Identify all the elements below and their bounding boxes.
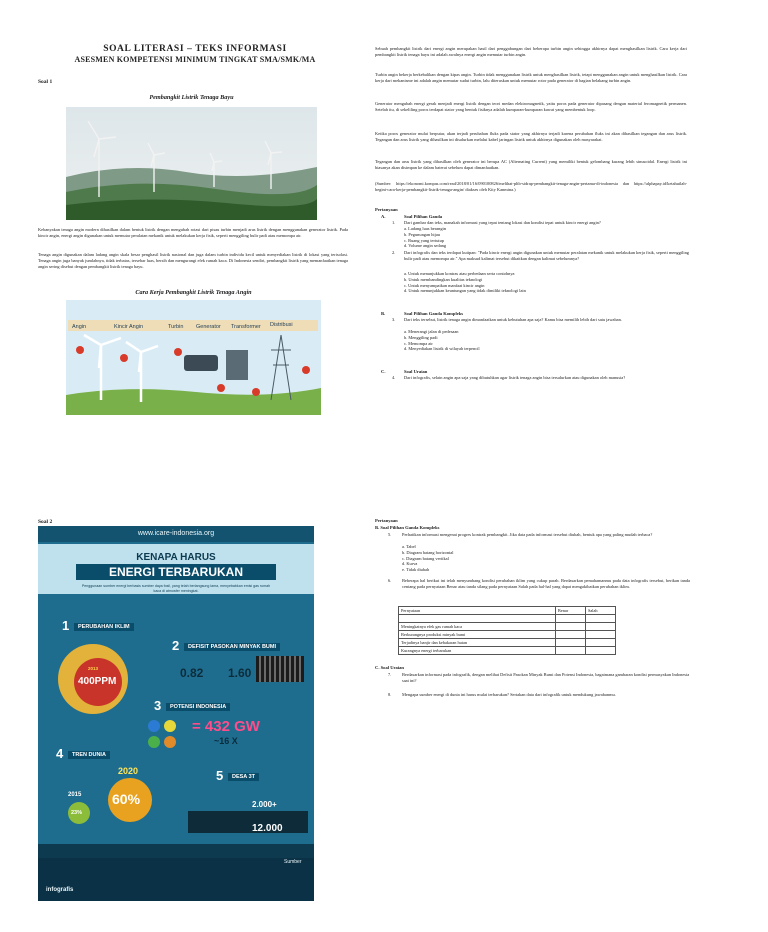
q2-option-a[interactable]: a. Untuk menunjukkan kontras atau perbedaan serta contohnya bbox=[404, 271, 515, 276]
row-1-false-cell[interactable] bbox=[585, 623, 615, 631]
row-2-false-cell[interactable] bbox=[585, 631, 615, 639]
year-2015: 2015 bbox=[68, 792, 82, 798]
q3-option-c[interactable]: c. Memompa air bbox=[404, 340, 433, 346]
section-a-letter: A. bbox=[381, 214, 386, 219]
sumber-label: Sumber bbox=[284, 859, 302, 865]
soal1-paragraph-2: Tenaga angin digunakan dalam ladang angin skala besar penghasil listrik nasional dan juga dalam turbin individu kecil untuk menyediakan listrik di lokasi yang terisolasi. Tenaga angin juga banyak jumlahnya, tidak terbatas, tersebar luas, bersih dan mengurangi efek rumah kaca. Di Indonesia sendiri, pembangkit listrik yang memanfaatkan tenaga angin sering disebut dengan pembangkit listrik tenaga bayu. bbox=[38, 252, 348, 269]
q4-text: Dari infografis, selain angin apa saja yang dibutuhkan agar listrik tenaga angin bisa tersalurkan atau digunakan oleh manusia? bbox=[404, 375, 626, 380]
row-4-true-cell[interactable] bbox=[555, 647, 585, 655]
document-subtitle: ASESMEN KOMPETENSI MINIMUM TINGKAT SMA/SMK/MA bbox=[74, 55, 316, 64]
section-b-title: Soal Pilihan Ganda Kompleks bbox=[404, 311, 464, 316]
q3-option-b[interactable]: b. Menggiling padi bbox=[404, 334, 438, 340]
pertanyaan-heading: Pertanyaan bbox=[375, 207, 398, 212]
q7-text: Berdasarkan informasi pada infografik, dengan melihat Defisit Pasokan Minyak Bumi dan Potensi Indonesia, bagaimana gambaran kondisi permasyakan Indonesia saat ini? bbox=[402, 672, 690, 683]
count-12000: 12.000 bbox=[252, 823, 283, 834]
infographic-footer-label: infografis bbox=[46, 887, 74, 893]
year-2013: 2013 bbox=[88, 666, 99, 671]
q3-number: 3. bbox=[392, 317, 396, 322]
q6-text: Beberapa hal berikut ini telah menyumbang kondisi perubahan iklim yang cukup parah. Berdasarkan pemahamanmu pada data infografis tersebut, berikan tanda centang pada pernyataan Benar atau tanda silang pada pernyataan Salah pada hal-hal yang dapat mengakibatkan perubahan iklim. bbox=[402, 578, 690, 589]
q1-options bbox=[404, 226, 446, 249]
q3-text: Dari teks tersebut, listrik tenaga angin dimanfaatkan untuk kebutuhan apa saja? Kamu bisa memilih lebih dari satu jawaban. bbox=[404, 317, 622, 322]
q6-number: 6. bbox=[388, 578, 392, 583]
source-citation: (Sumber: https://ekonomi.kompas.com/read/2018/01/16/090100826/melihat-pltb-sidrap-pembangkit-tenaga-angin-pertama-di-indonesia dan https://alphapay.id/ketahuilah-begini-cara-kerja-pembangkit-listrik-tenaga-angin/ diakses oleh Kity Kanmina.) bbox=[375, 181, 687, 192]
diagram-label-angin: Angin bbox=[72, 324, 87, 330]
ppm-value: 400PPM bbox=[78, 676, 117, 687]
section-c-letter: C. bbox=[381, 369, 386, 374]
section-2-number: 2 bbox=[172, 638, 180, 653]
q2-option-b[interactable]: b. Untuk membandingkan kualitas teknologi bbox=[404, 276, 483, 282]
row-3-true-cell[interactable] bbox=[555, 639, 585, 647]
multiplier: ~16 X bbox=[214, 736, 238, 746]
diagram-label-distribusi: Distribusi bbox=[270, 322, 293, 328]
row-1-true-cell[interactable] bbox=[555, 623, 585, 631]
section-c-heading-2: C. Soal Uraian bbox=[375, 665, 404, 670]
q1-text: Dari gambar dan teks, manakah informasi yang tepat tentang lokasi dan kondisi tepat untuk kincir energi angin? bbox=[404, 220, 601, 225]
section-5-title: DESA 3T bbox=[228, 773, 259, 781]
q5-option-e[interactable]: e. Tidak diubah bbox=[402, 567, 430, 573]
q5-option-d[interactable]: d. Kurva bbox=[402, 561, 418, 567]
row-2-true-cell[interactable] bbox=[555, 631, 585, 639]
q3-option-a[interactable]: a. Menerangi jalan di pedesaan bbox=[404, 329, 459, 334]
section-a-title: Soal Pilihan Ganda bbox=[404, 214, 443, 219]
table-row-3: Terjadinya banjir dan kebakaran hutan bbox=[399, 639, 556, 647]
q8-number: 8. bbox=[388, 692, 392, 697]
photo-caption: Pembangkit Listrik Tenaga Bayu bbox=[149, 94, 234, 101]
right-paragraph-2: Turbin angin bekerja berkebalikan dengan kipas angin. Turbin tidak menggunakan listrik untuk menghasilkan listrik, tetapi menggunakan angin untuk menghasilkan listrik. Cara kerja dari mekanisme ini adalah angin memutar sudut turbin, lalu diteruskan untuk memutar rotor pada generator di bagian belakang turbin angin. bbox=[375, 72, 687, 83]
energy-infographic bbox=[38, 526, 314, 901]
potential-gw: = 432 GW bbox=[192, 718, 260, 735]
q5-option-a[interactable]: a. Tabel bbox=[402, 544, 416, 549]
q5-text: Perhatikan informasi mengenai progres kontrak pembangkit. Jika data pada informasi tersebut diubah, bentuk apa yang paling mudah terbaca? bbox=[402, 532, 653, 537]
soal1-paragraph-1: Kebanyakan tenaga angin modern dihasilkan dalam bentuk listrik dengan mengubah rotasi dari pisau turbin menjadi arus listrik dengan menggunakan generator listrik. Pada kincir angin, energi angin digunakan untuk memutar peralatan mekanik untuk melakukan kerja fisik, seperti menggiling bulir padi atau memompa air. bbox=[38, 227, 348, 238]
q2-options bbox=[404, 271, 526, 294]
table-header-false: Salah bbox=[585, 607, 615, 615]
q5-option-c[interactable]: c. Diagram batang vertikal bbox=[402, 555, 449, 561]
section-1-title: PERUBAHAN IKLIM bbox=[74, 623, 134, 631]
q1-number: 1. bbox=[392, 220, 396, 225]
table-row-1: Meningkatnya efek gas rumah kaca bbox=[399, 623, 556, 631]
section-3-title: POTENSI INDONESIA bbox=[166, 703, 230, 711]
section-4-number: 4 bbox=[56, 746, 64, 761]
q2-number: 2. bbox=[392, 250, 396, 255]
pertanyaan-heading-2: Pertanyaan bbox=[375, 518, 398, 523]
infographic-url: www.icare-indonesia.org bbox=[137, 530, 215, 537]
q3-option-d[interactable]: d. Menyediakan listrik di wilayah terpencil bbox=[404, 346, 480, 352]
section-b-heading-2: B. Soal Pilihan Ganda Kompleks bbox=[375, 525, 440, 530]
q5-number: 5. bbox=[388, 532, 392, 537]
diagram-label-transformer: Transformer bbox=[231, 324, 261, 330]
q2-option-c[interactable]: c. Untuk menyampaikan manfaat kincir angin bbox=[404, 282, 485, 288]
table-header-statement: Pernyataan bbox=[399, 607, 556, 615]
document-title: SOAL LITERASI – TEKS INFORMASI bbox=[103, 44, 287, 54]
row-3-false-cell[interactable] bbox=[585, 639, 615, 647]
table-row-4: Kurangnya energi terbarukan bbox=[399, 647, 556, 655]
wind-power-diagram bbox=[66, 300, 321, 415]
q4-number: 4. bbox=[392, 375, 396, 380]
section-4-title: TREN DUNIA bbox=[68, 751, 110, 759]
percent-23: 23% bbox=[71, 810, 83, 816]
infographic-banner: ENERGI TERBARUKAN bbox=[76, 564, 276, 580]
infographic-intro: Penggunaan sumber energi berbasis sumber daya fosil, yang telah berlangsung lama, menyebabkan emisi gas rumah kaca di atmosfer meningkat. bbox=[81, 584, 271, 593]
row-4-false-cell[interactable] bbox=[585, 647, 615, 655]
diagram-label-kincir: Kincir Angin bbox=[114, 324, 144, 330]
table-row-2: Berkurangnya produksi minyak bumi bbox=[399, 631, 556, 639]
table-header-true: Benar bbox=[555, 607, 585, 615]
right-paragraph-3: Generator mengubah energi gerak menjadi energi listrik dengan teori medan elektromagnetik, yaitu poros pada generator dipasang dengan material feromagnetik permanen. Setelah itu, di sekeliling poros terdapat stator yang bentuk fisiknya adalah kumparan-kumparan kawat yang membentuk loop. bbox=[375, 101, 687, 112]
q5-options bbox=[402, 544, 453, 573]
q2-text: Dari infografis dan teks terdapat kutipan: "Pada kincir energi angin digunakan untuk memutar peralatan mekanik untuk melakukan kerja fisik, seperti menggiling bulir padi atau memompa air." Apa maksud kalimat tersebut dikaitkan dengan kalimat sebelumnya? bbox=[404, 250, 689, 261]
soal2-label: Soal 2 bbox=[38, 519, 53, 525]
q1-option-c[interactable]: c. Ruang yang tertutup bbox=[404, 237, 444, 243]
statement-table bbox=[398, 606, 616, 655]
right-paragraph-5: Tegangan dan arus listrik yang dihasilkan oleh generator ini berupa AC (Alternating Current) yang memiliki bentuk gelombang kurang lebih sinusoidal. Energi listrik ini biasanya akan disimpan ke dalam baterai sebelum dapat dimanfaatkan. bbox=[375, 159, 687, 170]
q2-option-d[interactable]: d. Untuk menunjukkan keuntungan yang tidak dimiliki teknologi lain bbox=[404, 288, 526, 294]
year-2020: 2020 bbox=[118, 766, 139, 776]
section-2-title: DEFISIT PASOKAN MINYAK BUMI bbox=[184, 643, 280, 651]
q1-option-b[interactable]: b. Pegunungan hijau bbox=[404, 231, 440, 237]
section-b-letter: B. bbox=[381, 311, 386, 316]
value-160: 1.60 bbox=[228, 666, 252, 680]
section-3-number: 3 bbox=[154, 698, 162, 713]
right-paragraph-1: Sebuah pembangkit listrik dari energi angin merupakan hasil dari penggabungan dari beberapa turbin angin sehingga akhirnya dapat menghasilkan listrik. Cara kerja dari pembangkit listrik tenaga bayu ini adalah awalnya energi angin memutar turbin angin. bbox=[375, 46, 687, 57]
right-paragraph-4: Ketika poros generator mulai berputar, akan terjadi perubahan fluks pada stator yang akhirnya terjadi karena perubahan fluks ini akan dihasilkan tegangan dan arus listrik. Tegangan dan arus listrik yang dihasilkan ini disalurkan melalui kabel jaringan listrik untuk akhirnya digunakan oleh masyarakat. bbox=[375, 131, 687, 142]
percent-60: 60% bbox=[112, 791, 141, 807]
soal1-label: Soal 1 bbox=[38, 79, 53, 85]
q3-options bbox=[404, 329, 480, 352]
section-1-number: 1 bbox=[62, 618, 70, 633]
section-5-number: 5 bbox=[216, 768, 224, 783]
diagram-label-turbin: Turbin bbox=[168, 324, 184, 330]
q1-option-d[interactable]: d. Volume angin sedang bbox=[404, 243, 447, 249]
diagram-caption: Cara Kerja Pembangkit Listrik Tenaga Angin bbox=[135, 289, 252, 296]
diagram-label-generator: Generator bbox=[196, 324, 221, 330]
q7-number: 7. bbox=[388, 672, 392, 677]
value-082: 0.82 bbox=[180, 666, 204, 680]
q8-text: Mengapa sumber energi di dunia ini harus mulai terbarukan? Sertakan data dari infografik untuk mendukung jawabanmu. bbox=[402, 692, 616, 697]
wind-turbine-photo bbox=[66, 107, 317, 220]
q1-option-a[interactable]: a. Ladang luas berangin bbox=[404, 226, 446, 231]
section-c-title: Soal Uraian bbox=[404, 369, 428, 374]
count-2000: 2.000+ bbox=[252, 800, 277, 809]
infographic-heading: KENAPA HARUS bbox=[136, 552, 216, 563]
q5-option-b[interactable]: b. Diagram batang horizontal bbox=[402, 549, 454, 555]
